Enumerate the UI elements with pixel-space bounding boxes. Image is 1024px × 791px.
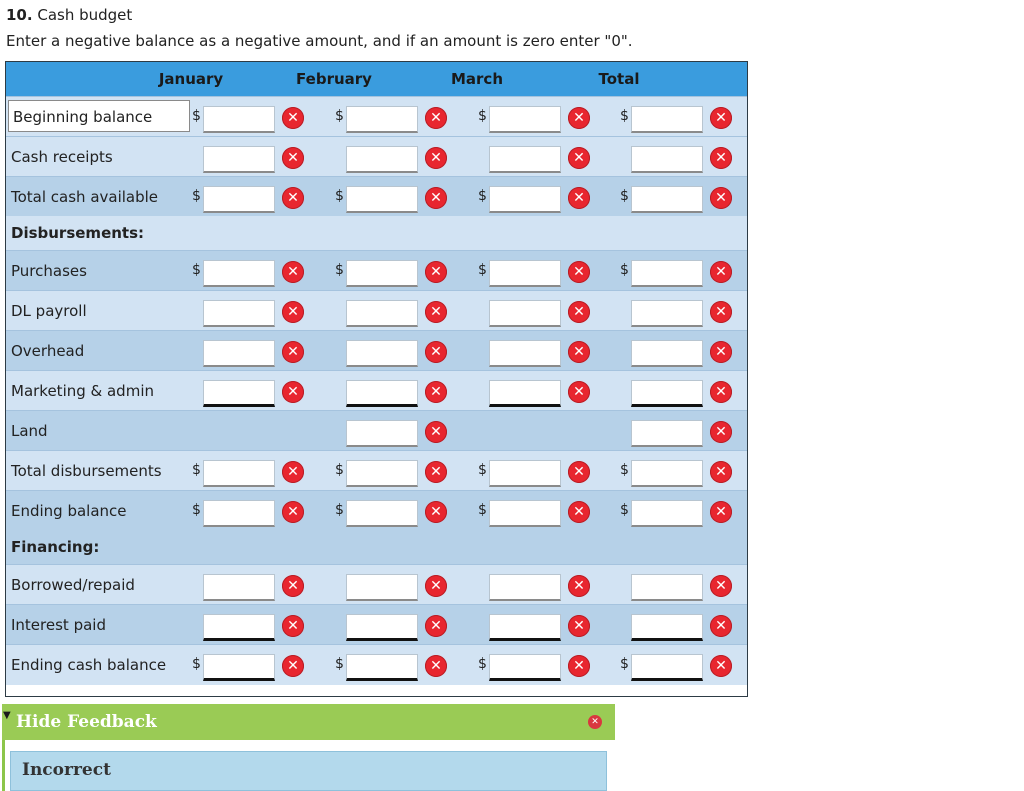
question-number: 10. bbox=[6, 6, 33, 24]
marketing-admin-march-input[interactable] bbox=[489, 380, 561, 407]
error-x-icon: ✕ bbox=[425, 655, 447, 677]
currency-symbol: $ bbox=[192, 502, 201, 518]
ending-cash-balance-february-input[interactable] bbox=[346, 654, 418, 681]
currency-symbol: $ bbox=[478, 656, 487, 672]
error-x-icon: ✕ bbox=[710, 107, 732, 129]
error-x-icon: ✕ bbox=[425, 187, 447, 209]
error-x-icon: ✕ bbox=[282, 575, 304, 597]
currency-symbol: $ bbox=[620, 262, 629, 278]
triangle-down-icon[interactable]: ▼ bbox=[3, 710, 11, 721]
error-x-icon: ✕ bbox=[425, 461, 447, 483]
error-x-icon: ✕ bbox=[282, 301, 304, 323]
cash-receipts-february-input[interactable] bbox=[346, 146, 418, 173]
ending-cash-balance-march-input[interactable] bbox=[489, 654, 561, 681]
row-label: Total disbursements bbox=[11, 462, 162, 480]
currency-symbol: $ bbox=[335, 502, 344, 518]
overhead-march-input[interactable] bbox=[489, 340, 561, 367]
currency-symbol: $ bbox=[478, 188, 487, 204]
interest-paid-march-input[interactable] bbox=[489, 614, 561, 641]
cash-budget-table bbox=[5, 61, 748, 697]
row-label: Marketing & admin bbox=[11, 382, 154, 400]
error-x-icon: ✕ bbox=[425, 615, 447, 637]
currency-symbol: $ bbox=[620, 188, 629, 204]
beginning-balance-total-input[interactable] bbox=[631, 106, 703, 133]
borrowed-repaid-march-input[interactable] bbox=[489, 574, 561, 601]
total-disbursements-january-input[interactable] bbox=[203, 460, 275, 487]
question-title-text: Cash budget bbox=[37, 6, 133, 24]
error-x-icon: ✕ bbox=[710, 147, 732, 169]
ending-cash-balance-total-input[interactable] bbox=[631, 654, 703, 681]
borrowed-repaid-total-input[interactable] bbox=[631, 574, 703, 601]
total-cash-available-march-input[interactable] bbox=[489, 186, 561, 213]
purchases-total-input[interactable] bbox=[631, 260, 703, 287]
row-label: Cash receipts bbox=[11, 148, 113, 166]
overhead-january-input[interactable] bbox=[203, 340, 275, 367]
borrowed-repaid-january-input[interactable] bbox=[203, 574, 275, 601]
error-x-icon: ✕ bbox=[568, 575, 590, 597]
column-header-february: February bbox=[296, 70, 372, 88]
currency-symbol: $ bbox=[478, 108, 487, 124]
error-x-icon: ✕ bbox=[282, 187, 304, 209]
column-header-january: January bbox=[158, 70, 224, 88]
total-disbursements-march-input[interactable] bbox=[489, 460, 561, 487]
error-x-icon: ✕ bbox=[425, 147, 447, 169]
currency-symbol: $ bbox=[478, 262, 487, 278]
currency-symbol: $ bbox=[192, 188, 201, 204]
currency-symbol: $ bbox=[335, 108, 344, 124]
error-x-icon: ✕ bbox=[282, 107, 304, 129]
error-x-icon: ✕ bbox=[568, 655, 590, 677]
currency-symbol: $ bbox=[192, 656, 201, 672]
error-x-icon: ✕ bbox=[425, 501, 447, 523]
feedback-header[interactable] bbox=[2, 704, 615, 740]
row-label: Overhead bbox=[11, 342, 85, 360]
error-x-icon: ✕ bbox=[710, 615, 732, 637]
currency-symbol: $ bbox=[620, 462, 629, 478]
error-x-icon: ✕ bbox=[425, 421, 447, 443]
cash-receipts-march-input[interactable] bbox=[489, 146, 561, 173]
error-x-icon: ✕ bbox=[710, 461, 732, 483]
ending-balance-march-input[interactable] bbox=[489, 500, 561, 527]
currency-symbol: $ bbox=[335, 462, 344, 478]
error-x-icon: ✕ bbox=[568, 107, 590, 129]
table-row-purchases bbox=[6, 250, 747, 291]
borrowed-repaid-february-input[interactable] bbox=[346, 574, 418, 601]
row-label: Borrowed/repaid bbox=[11, 576, 135, 594]
ending-cash-balance-january-input[interactable] bbox=[203, 654, 275, 681]
row-label: Ending balance bbox=[11, 502, 127, 520]
interest-paid-total-input[interactable] bbox=[631, 614, 703, 641]
land-total-input[interactable] bbox=[631, 420, 703, 447]
error-x-icon: ✕ bbox=[710, 381, 732, 403]
error-x-icon: ✕ bbox=[425, 381, 447, 403]
row-label: Ending cash balance bbox=[11, 656, 167, 674]
feedback-panel bbox=[2, 704, 615, 791]
currency-symbol: $ bbox=[335, 656, 344, 672]
error-x-icon: ✕ bbox=[282, 341, 304, 363]
table-row-dl-payroll bbox=[6, 290, 747, 331]
interest-paid-january-input[interactable] bbox=[203, 614, 275, 641]
total-cash-available-february-input[interactable] bbox=[346, 186, 418, 213]
cash-receipts-january-input[interactable] bbox=[203, 146, 275, 173]
error-x-icon: ✕ bbox=[282, 461, 304, 483]
dl-payroll-march-input[interactable] bbox=[489, 300, 561, 327]
section-row-financing bbox=[6, 530, 747, 564]
table-header bbox=[6, 62, 747, 97]
error-x-icon: ✕ bbox=[710, 301, 732, 323]
error-x-icon: ✕ bbox=[425, 261, 447, 283]
close-icon[interactable]: ✕ bbox=[588, 715, 602, 729]
section-row-disbursements bbox=[6, 216, 747, 250]
error-x-icon: ✕ bbox=[425, 575, 447, 597]
error-x-icon: ✕ bbox=[282, 381, 304, 403]
error-x-icon: ✕ bbox=[282, 147, 304, 169]
total-cash-available-total-input[interactable] bbox=[631, 186, 703, 213]
purchases-january-input[interactable] bbox=[203, 260, 275, 287]
marketing-admin-january-input[interactable] bbox=[203, 380, 275, 407]
error-x-icon: ✕ bbox=[710, 187, 732, 209]
error-x-icon: ✕ bbox=[568, 301, 590, 323]
question-title bbox=[6, 6, 132, 24]
marketing-admin-total-input[interactable] bbox=[631, 380, 703, 407]
error-x-icon: ✕ bbox=[710, 501, 732, 523]
total-disbursements-total-input[interactable] bbox=[631, 460, 703, 487]
error-x-icon: ✕ bbox=[568, 461, 590, 483]
currency-symbol: $ bbox=[192, 262, 201, 278]
purchases-march-input[interactable] bbox=[489, 260, 561, 287]
error-x-icon: ✕ bbox=[425, 301, 447, 323]
table-row-overhead bbox=[6, 330, 747, 371]
currency-symbol: $ bbox=[478, 502, 487, 518]
currency-symbol: $ bbox=[478, 462, 487, 478]
table-row-borrowed-repaid bbox=[6, 564, 747, 605]
row-label: Interest paid bbox=[11, 616, 106, 634]
error-x-icon: ✕ bbox=[568, 187, 590, 209]
ending-balance-january-input[interactable] bbox=[203, 500, 275, 527]
dl-payroll-february-input[interactable] bbox=[346, 300, 418, 327]
error-x-icon: ✕ bbox=[710, 655, 732, 677]
error-x-icon: ✕ bbox=[568, 615, 590, 637]
cash-receipts-total-input[interactable] bbox=[631, 146, 703, 173]
row-label: DL payroll bbox=[11, 302, 87, 320]
currency-symbol: $ bbox=[192, 462, 201, 478]
error-x-icon: ✕ bbox=[710, 261, 732, 283]
table-row-total-disbursements bbox=[6, 450, 747, 491]
row-label: Beginning balance bbox=[8, 100, 190, 132]
error-x-icon: ✕ bbox=[568, 261, 590, 283]
instructions: Enter a negative balance as a negative amount, and if an amount is zero enter "0". bbox=[6, 32, 633, 50]
error-x-icon: ✕ bbox=[710, 421, 732, 443]
currency-symbol: $ bbox=[620, 502, 629, 518]
beginning-balance-january-input[interactable] bbox=[203, 106, 275, 133]
row-label: Financing: bbox=[11, 538, 100, 556]
row-label: Total cash available bbox=[11, 188, 159, 206]
table-row-ending-cash-balance bbox=[6, 644, 747, 685]
dl-payroll-january-input[interactable] bbox=[203, 300, 275, 327]
column-header-march: March bbox=[450, 70, 504, 88]
currency-symbol: $ bbox=[335, 262, 344, 278]
error-x-icon: ✕ bbox=[425, 107, 447, 129]
overhead-february-input[interactable] bbox=[346, 340, 418, 367]
error-x-icon: ✕ bbox=[568, 341, 590, 363]
total-disbursements-february-input[interactable] bbox=[346, 460, 418, 487]
feedback-body bbox=[5, 740, 615, 791]
table-row-cash-receipts bbox=[6, 136, 747, 177]
error-x-icon: ✕ bbox=[282, 615, 304, 637]
error-x-icon: ✕ bbox=[568, 147, 590, 169]
ending-balance-february-input[interactable] bbox=[346, 500, 418, 527]
column-header-total: Total bbox=[598, 70, 640, 88]
table-row-interest-paid bbox=[6, 604, 747, 645]
currency-symbol: $ bbox=[192, 108, 201, 124]
table-row-beginning-balance bbox=[6, 96, 747, 137]
marketing-admin-february-input[interactable] bbox=[346, 380, 418, 407]
error-x-icon: ✕ bbox=[282, 501, 304, 523]
table-row-land bbox=[6, 410, 747, 451]
currency-symbol: $ bbox=[620, 656, 629, 672]
table-row-ending-balance bbox=[6, 490, 747, 531]
error-x-icon: ✕ bbox=[710, 575, 732, 597]
beginning-balance-march-input[interactable] bbox=[489, 106, 561, 133]
currency-symbol: $ bbox=[335, 188, 344, 204]
error-x-icon: ✕ bbox=[710, 341, 732, 363]
error-x-icon: ✕ bbox=[282, 261, 304, 283]
hide-feedback-toggle[interactable]: Hide Feedback bbox=[16, 712, 157, 732]
currency-symbol: $ bbox=[620, 108, 629, 124]
row-label: Land bbox=[11, 422, 48, 440]
ending-balance-total-input[interactable] bbox=[631, 500, 703, 527]
error-x-icon: ✕ bbox=[282, 655, 304, 677]
purchases-february-input[interactable] bbox=[346, 260, 418, 287]
table-row-total-cash-available bbox=[6, 176, 747, 217]
table-row-marketing-admin bbox=[6, 370, 747, 411]
error-x-icon: ✕ bbox=[425, 341, 447, 363]
beginning-balance-february-input[interactable] bbox=[346, 106, 418, 133]
feedback-status: Incorrect bbox=[22, 760, 111, 780]
row-label: Purchases bbox=[11, 262, 87, 280]
dl-payroll-total-input[interactable] bbox=[631, 300, 703, 327]
interest-paid-february-input[interactable] bbox=[346, 614, 418, 641]
feedback-status-box bbox=[10, 751, 607, 791]
error-x-icon: ✕ bbox=[568, 381, 590, 403]
land-february-input[interactable] bbox=[346, 420, 418, 447]
row-label: Disbursements: bbox=[11, 224, 145, 242]
error-x-icon: ✕ bbox=[568, 501, 590, 523]
total-cash-available-january-input[interactable] bbox=[203, 186, 275, 213]
overhead-total-input[interactable] bbox=[631, 340, 703, 367]
